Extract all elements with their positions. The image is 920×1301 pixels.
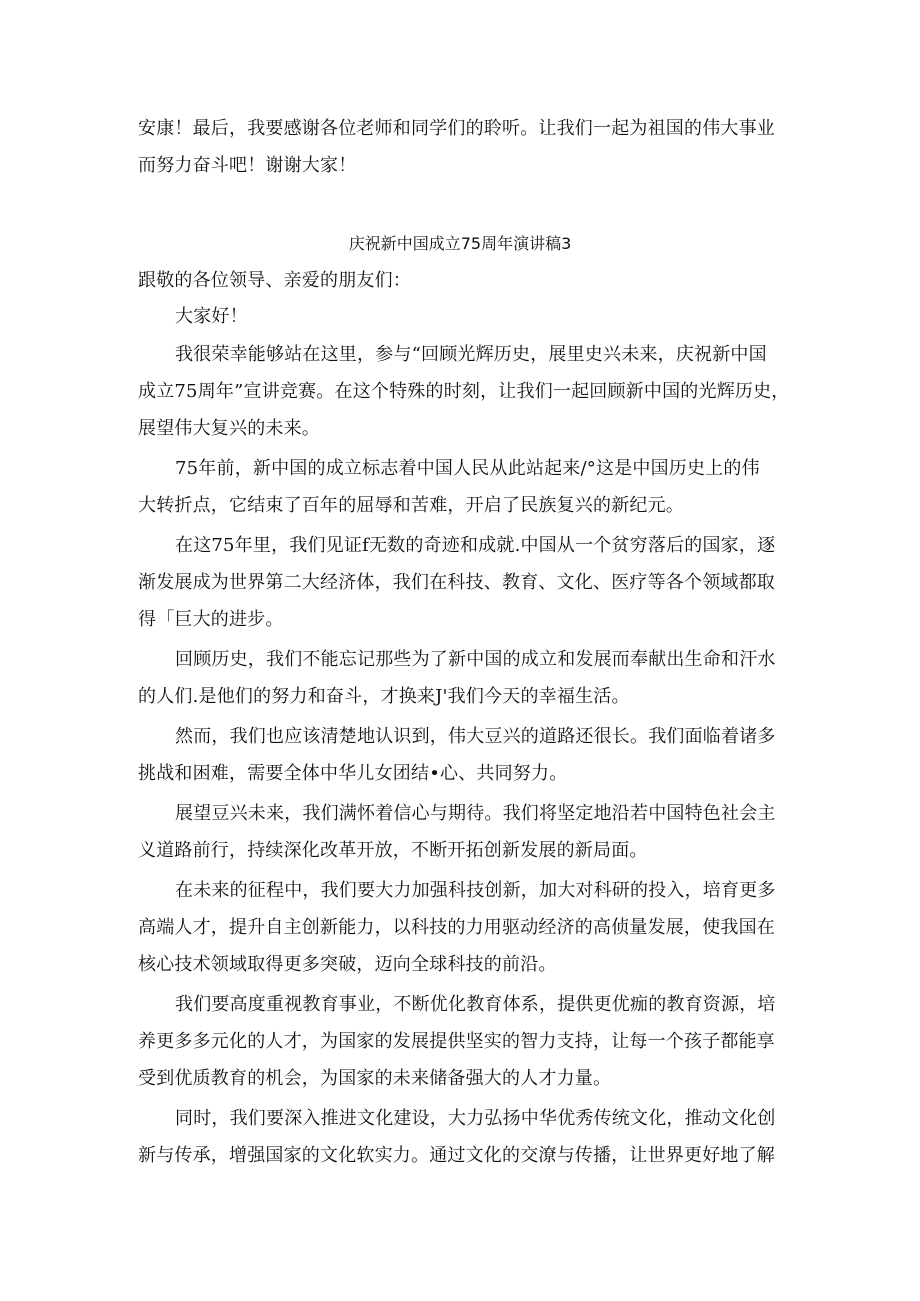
body-line: 挑战和困难，需要全体中华儿女团结•心、共同努力。 bbox=[138, 763, 568, 784]
document-title: 庆祝新中国成立75周年演讲稿3 bbox=[348, 234, 572, 253]
body-line: 新与传承，增强国家的文化软实力。通过文化的交潦与传播，让世界更好地了解 bbox=[138, 1145, 775, 1166]
body-line: 在未来的征程中，我们要大力加强科技创新，加大对科研的投入，培育更多 bbox=[175, 880, 776, 901]
body-line: 养更多多元化的人才，为国家的发展提供坚实的智力支持，让每一个孩子都能享 bbox=[138, 1031, 775, 1052]
body-line: 我们要高度重视教育事业，不断优化教育体系，提供更优痂的教育资源，培 bbox=[175, 994, 776, 1015]
body-line: 成立75周年”宣讲竞赛。在这个特殊的时刻，让我们一起回顾新中国的光辉历史， bbox=[138, 381, 790, 402]
intro-line-1: 安康！最后，我要感谢各位老师和同学们的聆听。让我们一起为祖国的伟大事业 bbox=[138, 118, 775, 139]
body-line: 义道路前行，持续深化改革开放，不断开拓创新发展的新局面。 bbox=[138, 840, 648, 861]
body-line: 受到优质教育的机会，为国家的未来储备强大的人才力量。 bbox=[138, 1068, 612, 1089]
body-line: 得「巨大的进步。 bbox=[138, 609, 284, 630]
body-line: 高端人才，提升自主创新能力，以科技的力用驱动经济的高侦量发展，使我国在 bbox=[138, 917, 775, 938]
body-line: 展望豆兴未来，我们满怀着信心与期待。我们将坚定地沿若中国特色社会主 bbox=[175, 803, 776, 824]
body-line: 我很荣幸能够站在这里，参与“回顾光辉历史，展里史兴未来，庆祝新中国 bbox=[175, 344, 767, 365]
salutation: 跟敬的各位领导、亲爱的朋友们： bbox=[138, 270, 411, 291]
body-line: 同时，我们要深入推进文化建设，大力弘扬中华优秀传统文化，推动文化创 bbox=[175, 1108, 776, 1129]
body-line: 的人们.是他们的努力和奋斗，才换来J'我们今天的幸福生活。 bbox=[138, 686, 630, 707]
body-line: 大转折点，它结束了百年的屈辱和苦难，开启了民族复兴的新纪元。 bbox=[138, 495, 684, 516]
body-line: 展望伟大复兴的未来。 bbox=[138, 418, 320, 439]
body-line: 75年前，新中国的成立标志着中国人民从此站起来/°这是中国历史上的伟 bbox=[175, 458, 760, 479]
intro-line-2: 而努力奋斗吧！谢谢大家！ bbox=[138, 155, 357, 176]
body-line: 在这75年里，我们见证f无数的奇迹和成就.中国从一个贫穷落后的国家，逐 bbox=[175, 535, 776, 556]
body-line: 然而，我们也应该清楚地认识到，伟大豆兴的道路还很长。我们面临着诸多 bbox=[175, 726, 776, 747]
body-line: 核心技术领域取得更多突破，迈向全球科技的前沿。 bbox=[138, 954, 557, 975]
greeting: 大家好！ bbox=[175, 306, 248, 327]
body-line: 回顾历史，我们不能忘记那些为了新中国的成立和发展而奉献出生命和汗水 bbox=[175, 649, 776, 670]
body-line: 渐发展成为世界第二大经济体，我们在科技、教育、文化、医疗等各个领域都取 bbox=[138, 572, 775, 593]
